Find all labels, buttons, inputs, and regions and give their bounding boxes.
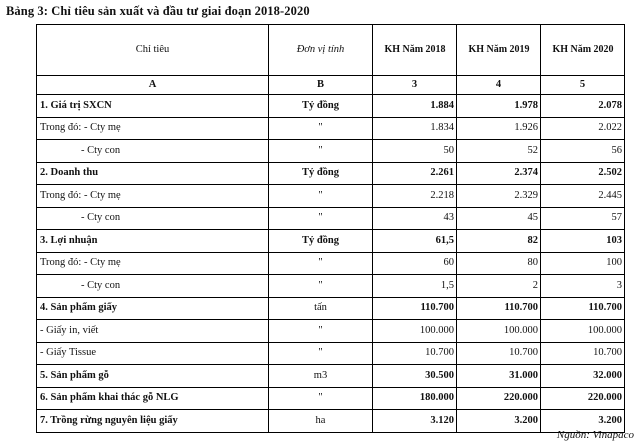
row-value-2020: 56 (541, 140, 625, 163)
row-value-2019: 1.926 (457, 117, 541, 140)
header-2020: KH Năm 2020 (541, 25, 625, 76)
row-unit: " (269, 185, 373, 208)
row-label: 7. Trồng rừng nguyên liệu giấy (37, 410, 269, 433)
row-value-2020: 57 (541, 207, 625, 230)
row-unit: " (269, 117, 373, 140)
row-unit: Tỷ đồng (269, 95, 373, 118)
row-value-2020: 10.700 (541, 342, 625, 365)
row-value-2019: 1.978 (457, 95, 541, 118)
table-row (37, 387, 625, 410)
row-value-2019: 2.329 (457, 185, 541, 208)
row-unit: " (269, 252, 373, 275)
row-label: 4. Sản phẩm giấy (37, 297, 269, 320)
row-value-2020: 100 (541, 252, 625, 275)
header-2019: KH Năm 2019 (457, 25, 541, 76)
row-value-2018: 10.700 (373, 342, 457, 365)
row-value-2019: 80 (457, 252, 541, 275)
header-indicator: Chỉ tiêu (37, 25, 269, 76)
table-header-row (37, 25, 625, 76)
row-value-2018: 100.000 (373, 320, 457, 343)
row-label: - Cty con (37, 140, 269, 163)
table-row (37, 230, 625, 253)
row-value-2018: 3.120 (373, 410, 457, 433)
table-row (37, 297, 625, 320)
table-row (37, 342, 625, 365)
row-value-2018: 50 (373, 140, 457, 163)
table-row (37, 117, 625, 140)
index-5: 5 (541, 76, 625, 95)
row-value-2020: 3.200 (541, 410, 625, 433)
row-value-2019: 10.700 (457, 342, 541, 365)
row-unit: " (269, 320, 373, 343)
row-label: - Giấy Tissue (37, 342, 269, 365)
row-label: 5. Sản phẩm gỗ (37, 365, 269, 388)
row-value-2018: 1.884 (373, 95, 457, 118)
row-unit: " (269, 140, 373, 163)
table-row (37, 162, 625, 185)
row-unit: Tỷ đồng (269, 230, 373, 253)
row-value-2019: 110.700 (457, 297, 541, 320)
row-value-2019: 31.000 (457, 365, 541, 388)
table-row (37, 207, 625, 230)
table-row (37, 275, 625, 298)
row-value-2020: 2.445 (541, 185, 625, 208)
row-unit: " (269, 387, 373, 410)
row-value-2018: 60 (373, 252, 457, 275)
row-value-2018: 2.261 (373, 162, 457, 185)
index-4: 4 (457, 76, 541, 95)
row-unit: ha (269, 410, 373, 433)
row-value-2020: 2.502 (541, 162, 625, 185)
table-row (37, 95, 625, 118)
row-value-2020: 2.022 (541, 117, 625, 140)
header-2018: KH Năm 2018 (373, 25, 457, 76)
row-value-2020: 2.078 (541, 95, 625, 118)
row-value-2018: 1,5 (373, 275, 457, 298)
row-value-2018: 30.500 (373, 365, 457, 388)
row-value-2019: 2.374 (457, 162, 541, 185)
table-title: Bảng 3: Chỉ tiêu sản xuất và đầu tư giai đoạn 2018-2020 (6, 4, 310, 18)
row-label: Trong đó: - Cty mẹ (37, 185, 269, 208)
row-value-2019: 2 (457, 275, 541, 298)
row-value-2018: 1.834 (373, 117, 457, 140)
row-unit: " (269, 342, 373, 365)
row-label: - Giấy in, viết (37, 320, 269, 343)
row-label: - Cty con (37, 207, 269, 230)
row-value-2019: 52 (457, 140, 541, 163)
production-investment-table (36, 24, 625, 433)
row-unit: tấn (269, 297, 373, 320)
table-row (37, 185, 625, 208)
row-unit: " (269, 207, 373, 230)
table-row (37, 252, 625, 275)
row-value-2019: 220.000 (457, 387, 541, 410)
row-label: 6. Sản phẩm khai thác gỗ NLG (37, 387, 269, 410)
row-value-2018: 43 (373, 207, 457, 230)
row-value-2018: 180.000 (373, 387, 457, 410)
row-unit: Tỷ đồng (269, 162, 373, 185)
index-a: A (37, 76, 269, 95)
row-value-2020: 100.000 (541, 320, 625, 343)
source-note: Nguồn: Vinapaco (556, 429, 634, 441)
row-value-2019: 45 (457, 207, 541, 230)
row-label: Trong đó: - Cty mẹ (37, 252, 269, 275)
table-row (37, 140, 625, 163)
header-unit: Đơn vị tính (269, 25, 373, 76)
row-value-2020: 220.000 (541, 387, 625, 410)
row-label: 3. Lợi nhuận (37, 230, 269, 253)
row-label: - Cty con (37, 275, 269, 298)
row-value-2019: 82 (457, 230, 541, 253)
row-value-2020: 103 (541, 230, 625, 253)
table-row (37, 320, 625, 343)
table-row (37, 365, 625, 388)
row-value-2018: 61,5 (373, 230, 457, 253)
index-3: 3 (373, 76, 457, 95)
row-value-2020: 110.700 (541, 297, 625, 320)
row-value-2020: 3 (541, 275, 625, 298)
row-value-2018: 2.218 (373, 185, 457, 208)
row-unit: " (269, 275, 373, 298)
row-label: 1. Giá trị SXCN (37, 95, 269, 118)
row-value-2019: 3.200 (457, 410, 541, 433)
row-value-2020: 32.000 (541, 365, 625, 388)
row-label: Trong đó: - Cty mẹ (37, 117, 269, 140)
table-row (37, 410, 625, 433)
index-b: B (269, 76, 373, 95)
row-unit: m3 (269, 365, 373, 388)
row-value-2019: 100.000 (457, 320, 541, 343)
row-label: 2. Doanh thu (37, 162, 269, 185)
column-index-row (37, 76, 625, 95)
row-value-2018: 110.700 (373, 297, 457, 320)
